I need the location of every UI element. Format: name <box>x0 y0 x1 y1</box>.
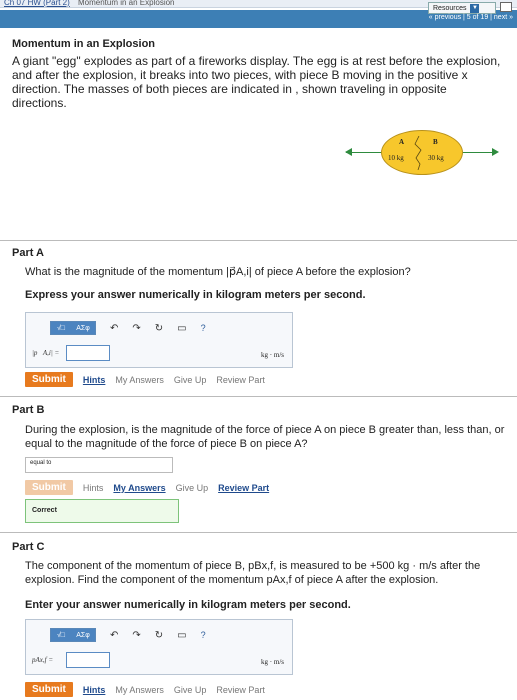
breadcrumb-item: Momentum in an Explosion <box>78 0 175 7</box>
part-a-hints-link[interactable]: Hints <box>82 374 106 385</box>
reset-icon[interactable]: ↻ <box>154 322 164 334</box>
part-a-question: What is the magnitude of the momentum |p⃗A,i| of piece A before the explosion? <box>25 266 411 278</box>
part-c-my-answers-link[interactable]: My Answers <box>115 684 164 695</box>
part-b-my-answers-link[interactable]: My Answers <box>113 482 166 493</box>
part-b-question: During the explosion, is the magnitude of the force of piece A on piece B greater than, less than, or equal to the magnitude of the force of piece B on piece A? <box>25 424 505 450</box>
pager[interactable]: « previous | 5 of 19 | next » <box>428 14 513 21</box>
problem-intro: A giant "egg" explodes as part of a fireworks display. The egg is at rest before the explosion, and after the explosion, it breaks into two pieces, with piece B moving in the positive x direction. The masses of both pieces are indicated in , shown traveling in opposite directions. <box>12 54 501 110</box>
part-c-answer-box <box>25 619 293 675</box>
part-a-answer-input[interactable] <box>66 345 110 361</box>
redo-icon[interactable]: ↷ <box>132 629 141 641</box>
part-a-answer-label: |p⃗A,i| = <box>32 349 60 357</box>
templates-button[interactable]: √□ <box>51 629 71 641</box>
redo-icon[interactable]: ↷ <box>132 322 141 334</box>
part-a-instruction: Express your answer numerically in kilogram meters per second. <box>25 289 366 301</box>
arrow-left-line <box>346 152 386 153</box>
part-b-review-part-link[interactable]: Review Part <box>218 482 270 493</box>
problem-title: Momentum in an Explosion <box>12 38 156 50</box>
arrow-left-icon <box>345 148 352 156</box>
part-a-answer-box <box>25 312 293 368</box>
part-a-submit-button[interactable]: Submit <box>25 372 73 387</box>
part-b-hints-link[interactable]: Hints <box>82 482 104 493</box>
piece-a-label: A <box>399 138 405 146</box>
piece-b-label: B <box>433 138 438 146</box>
part-c-answer-label: pAx,f = <box>32 656 54 664</box>
section-divider <box>0 396 517 397</box>
resources-button[interactable] <box>428 2 496 14</box>
part-a-give-up-link[interactable]: Give Up <box>173 374 207 385</box>
arrow-right-icon <box>492 148 499 156</box>
egg-diagram <box>346 130 496 180</box>
part-b-answer-select[interactable]: equal to <box>25 457 173 473</box>
part-a-unit: kg · m/s <box>261 351 284 359</box>
part-c-review-part-link[interactable]: Review Part <box>216 684 265 695</box>
section-divider <box>0 532 517 533</box>
part-c-hints-link[interactable]: Hints <box>82 684 106 695</box>
part-a-my-answers-link[interactable]: My Answers <box>115 374 164 385</box>
part-c-title: Part C <box>12 541 45 553</box>
toolbar-button-group <box>50 321 96 335</box>
resources-label: Resources <box>433 4 467 12</box>
math-toolbar <box>50 321 206 335</box>
templates-button[interactable]: √□ <box>51 322 71 334</box>
part-a-title: Part A <box>12 247 44 259</box>
part-c-answer-input[interactable] <box>66 652 110 668</box>
crack-line-icon <box>414 136 424 170</box>
symbols-button[interactable]: ΑΣφ <box>71 322 95 334</box>
navigation-bar <box>0 4 517 28</box>
part-c-instruction: Enter your answer numerically in kilogram meters per second. <box>25 599 351 611</box>
chevron-down-icon: ▼ <box>471 5 478 11</box>
print-icon[interactable] <box>500 2 512 12</box>
help-icon[interactable]: ? <box>200 323 206 333</box>
section-divider <box>0 240 517 241</box>
part-c-submit-button[interactable]: Submit <box>25 682 73 697</box>
part-b-actions <box>25 480 269 495</box>
keyboard-icon[interactable]: ▭ <box>177 322 187 334</box>
math-toolbar <box>50 628 206 642</box>
part-b-feedback-correct: Correct <box>25 499 179 523</box>
keyboard-icon[interactable]: ▭ <box>177 629 187 641</box>
part-c-actions <box>25 682 265 697</box>
toolbar-button-group <box>50 628 96 642</box>
part-c-give-up-link[interactable]: Give Up <box>173 684 207 695</box>
piece-a-mass: 10 kg <box>388 154 404 162</box>
help-icon[interactable]: ? <box>200 630 206 640</box>
part-a-review-part-link[interactable]: Review Part <box>216 374 265 385</box>
reset-icon[interactable]: ↻ <box>154 629 164 641</box>
symbols-button[interactable]: ΑΣφ <box>71 629 95 641</box>
part-c-question: The component of the momentum of piece B, pBx,f, is measured to be +500 kg · m/s after the explosion. Find the component of the momentum pAx,f of piece A after the explosion. <box>25 560 481 586</box>
part-b-give-up-link[interactable]: Give Up <box>175 482 209 493</box>
piece-b-mass: 30 kg <box>428 154 444 162</box>
part-c-unit: kg · m/s <box>261 658 284 666</box>
part-b-submit-button[interactable]: Submit <box>25 480 73 495</box>
undo-icon[interactable]: ↶ <box>110 629 119 641</box>
undo-icon[interactable]: ↶ <box>110 322 119 334</box>
part-b-title: Part B <box>12 404 45 416</box>
breadcrumb-assignment-link[interactable]: Ch 07 HW (Part 2) <box>4 0 70 7</box>
part-a-actions <box>25 372 265 387</box>
